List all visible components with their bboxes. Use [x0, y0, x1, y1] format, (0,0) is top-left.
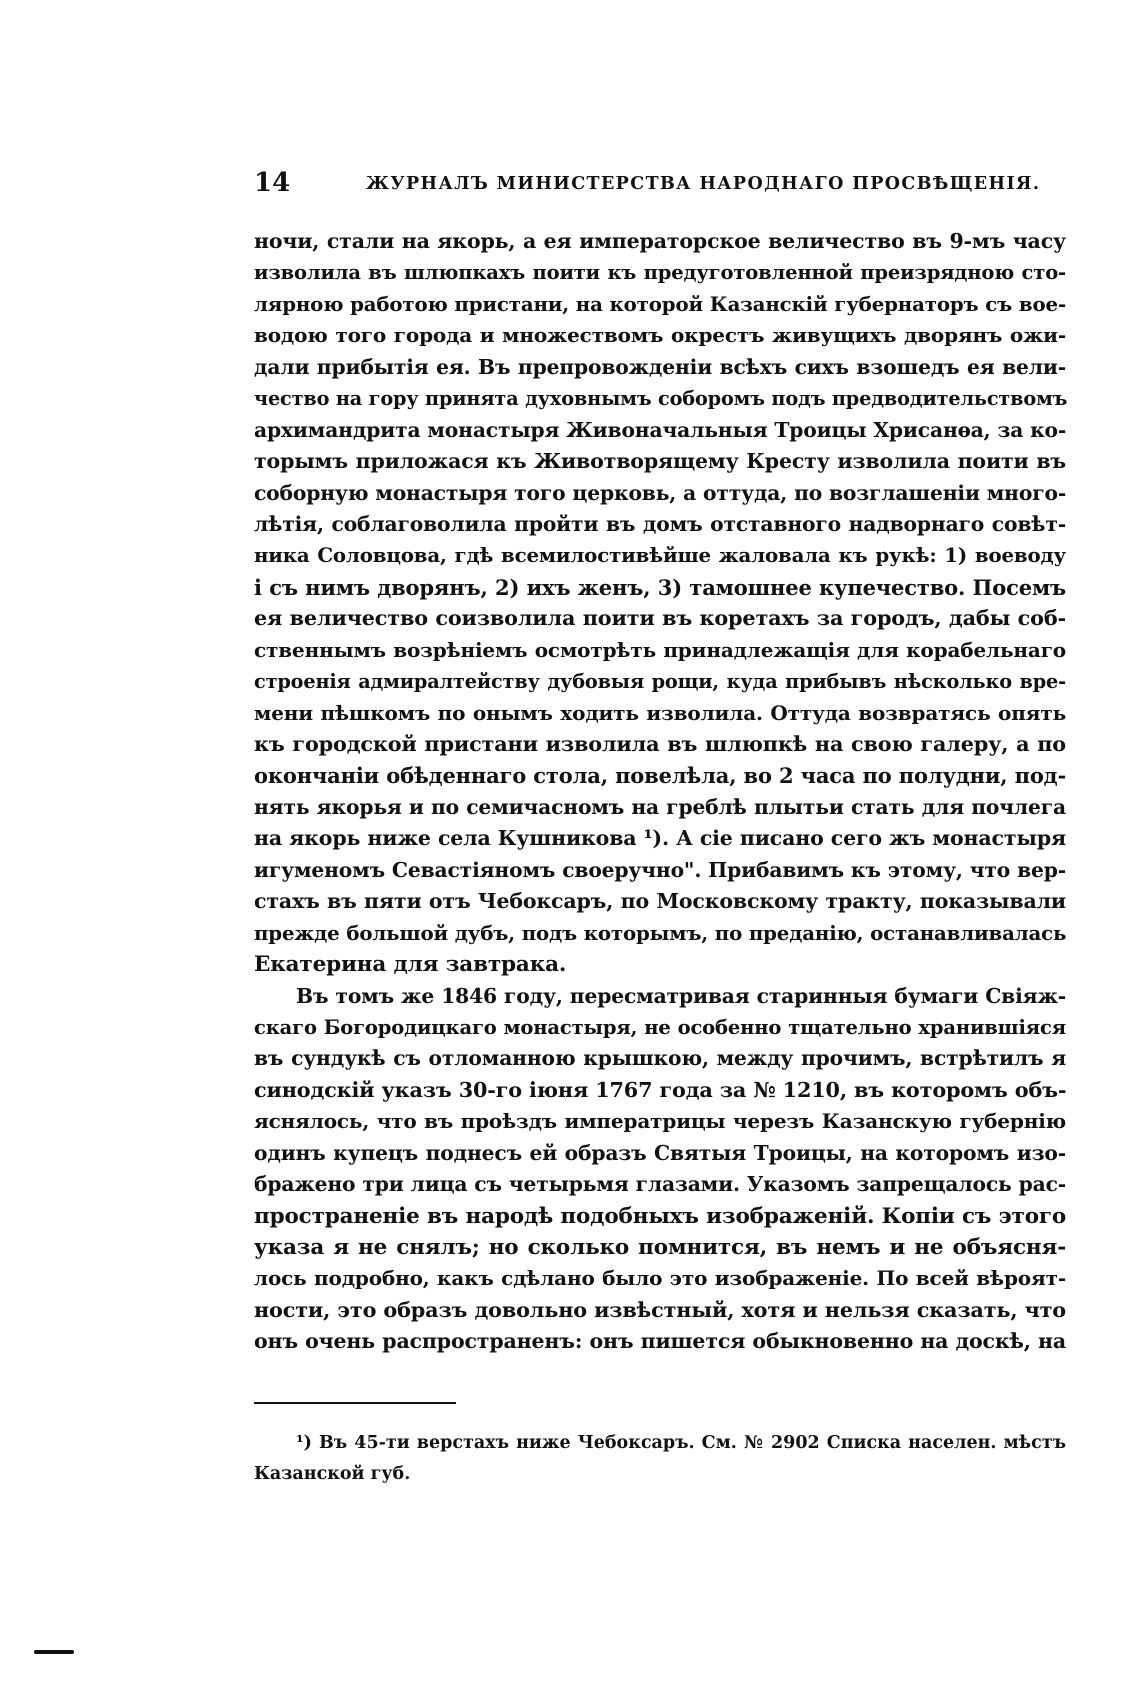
text-line: дали прибытія ея. Въ препровожденіи всѣхъ сихъ взошедъ ея вели- — [254, 354, 1066, 379]
text-line: въ сундукѣ съ отломанною крышкою, между прочимъ, встрѣтилъ я — [254, 1046, 1066, 1071]
text-line: ника Соловцова, гдѣ всемилостивѣйше жаловала къ рукѣ: 1) воеводу — [254, 543, 1066, 568]
footnote-line: Казанской губ. — [254, 1464, 411, 1484]
text-line: на якорь ниже села Кушникова ¹). А сіе писано сего жъ монастыря — [254, 826, 1066, 851]
page-header — [254, 168, 1066, 208]
text-line: яснялось, что въ проѣздъ императрицы черезъ Казанскую губернію — [254, 1109, 1066, 1134]
text-line: бражено три лица съ четырьмя глазами. Указомъ запрещалось рас- — [254, 1172, 1066, 1197]
text-line: нять якорья и по семичасномъ на греблѣ плытьи стать для почлега — [254, 794, 1066, 819]
text-line: ности, это образъ довольно извѣстный, хотя и нельзя сказать, что — [254, 1297, 1066, 1322]
page-number: 14 — [254, 168, 291, 198]
text-line: лярною работою пристани, на которой Казанскій губернаторъ съ вое- — [254, 291, 1066, 316]
text-line: одинъ купецъ поднесъ ей образъ Святыя Троицы, на которомъ изо- — [254, 1140, 1066, 1165]
scan-edge-mark — [34, 1650, 74, 1654]
text-line: онъ очень распространенъ: онъ пишется обыкновенно на доскѣ, на — [254, 1329, 1066, 1354]
text-line: скаго Богородицкаго монастыря, не особенно тщательно хранившіяся — [254, 1015, 1066, 1039]
text-line: соборную монастыря того церковь, а оттуда, по возглашеніи много- — [254, 480, 1067, 505]
text-line: синодскій указъ 30-го іюня 1767 года за № 1210, въ которомъ объ- — [254, 1077, 1067, 1102]
text-line: торымъ приложася къ Животворящему Кресту изволила поити въ — [254, 449, 1066, 474]
text-line: стахъ въ пяти отъ Чебоксаръ, по Московскому тракту, показывали — [254, 889, 1066, 914]
text-line: Екатерина для завтрака. — [254, 952, 567, 978]
text-line: изволила въ шлюпкахъ поити къ предуготовленной преизрядною сто- — [254, 261, 1066, 285]
text-line: водою того города и множествомъ окрестъ живущихъ дворянъ ожи- — [254, 323, 1066, 348]
text-line: пространеніе въ народѣ подобныхъ изображеній. Копіи съ этого — [254, 1203, 1067, 1229]
footnote — [254, 1428, 1066, 1490]
running-title: ЖУРНАЛЪ МИНИСТЕРСТВА НАРОДНАГО ПРОСВѢЩЕНІЯ. — [366, 174, 1041, 194]
text-line: лѣтія, соблаговолила пройти въ домъ отставного надворнаго совѣт- — [254, 511, 1066, 536]
footnote-divider — [254, 1402, 456, 1404]
text-line: указа я не снялъ; но сколько помнится, въ немъ и не объясня- — [254, 1235, 1066, 1260]
text-line: ея величество соизволила поити въ коретахъ за городъ, дабы соб- — [254, 606, 1066, 631]
footnote-line: ¹) Въ 45-ти верстахъ ниже Чебоксаръ. См. № 2902 Списка населен. мѣстъ — [296, 1433, 1066, 1453]
text-line: прежде большой дубъ, подъ которымъ, по преданію, останавливалась — [254, 920, 1067, 945]
text-line: ственнымъ возрѣніемъ осмотрѣть принадлежащія для корабельнаго — [254, 637, 1066, 662]
text-line: архимандрита монастыря Живоначальныя Троицы Хрисанѳа, за ко- — [254, 417, 1067, 442]
text-line: ночи, стали на якорь, а ея императорское величество въ 9-мъ часу — [254, 229, 1066, 253]
text-line: игуменомъ Севастіяномъ своеручно". Прибавимъ къ этому, что вер- — [254, 857, 1066, 882]
text-line: лось подробно, какъ сдѣлано было это изображеніе. По всей вѣроят- — [254, 1266, 1066, 1291]
text-line: къ городской пристани изволила въ шлюпкѣ на свою галеру, а по — [254, 732, 1066, 756]
text-line: окончаніи обѣденнаго стола, повелѣла, во 2 часа по полудни, под- — [254, 763, 1067, 789]
text-line: чество на гору принята духовнымъ соборомъ подъ предводительствомъ — [254, 387, 1068, 411]
text-line: строенія адмиралтейству дубовыя рощи, куда прибывъ нѣсколько вре- — [254, 670, 1066, 694]
text-line: мени пѣшкомъ по онымъ ходить изволила. Оттуда возвратясь опять — [254, 700, 1066, 725]
text-line: і съ нимъ дворянъ, 2) ихъ женъ, 3) тамошнее купечество. Посемъ — [254, 574, 1066, 600]
body-text — [254, 226, 1066, 1358]
text-line: Въ томъ же 1846 году, пересматривая старинныя бумаги Свіяж- — [296, 983, 1066, 1008]
